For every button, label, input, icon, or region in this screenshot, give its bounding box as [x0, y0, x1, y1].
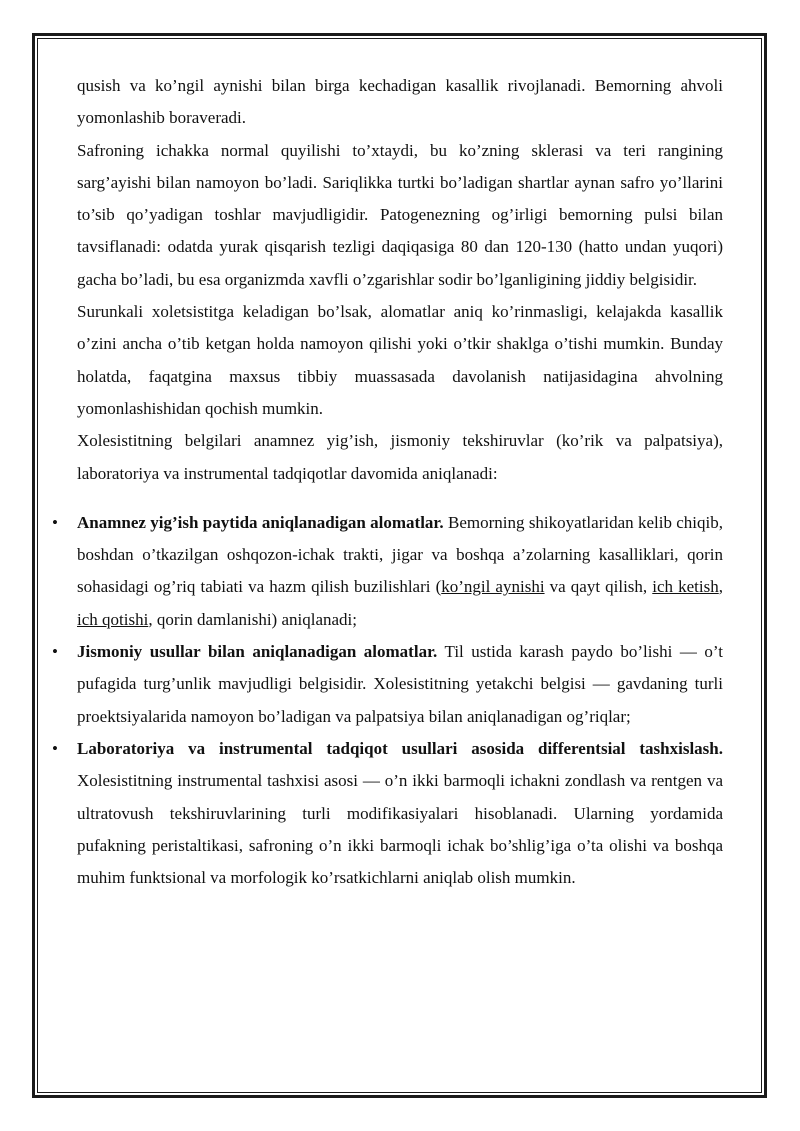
list-item-text: , — [718, 577, 723, 597]
paragraph-1: qusish va ko’ngil aynishi bilan birga kechadigan kasallik rivojlanadi. Bemorning ahvoli yomonlashib boraveradi. — [77, 76, 723, 128]
symptom-list — [52, 507, 724, 895]
list-item-text: Til ustida karash paydo bo’lishi — o’t pufagida turg’unlik mavjudligi belgisidir. Xolesistitning yetakchi belgisi — gavdaning turli proektsiyalarida namoyon bo’ladigan va palpatsiya bilan aniqlanadigan og’riqlar; — [77, 642, 723, 726]
link-diarrhea[interactable]: ich ketish — [652, 577, 719, 597]
link-nausea[interactable]: ko’ngil aynishi — [441, 577, 545, 597]
list-item-heading: Jismoniy usullar bilan aniqlanadigan alomatlar. — [77, 642, 438, 662]
paragraph-3: Surunkali xoletsistitga keladigan bo’lsak, alomatlar aniq ko’rinmasligi, kelajakda kasallik o’zini ancha o’tib ketgan holda namoyon qilishi yoki o’tkir shaklga o’tishi mumkin. Bunday holatda, faqatgina maxsus tibbiy muassasada davolanish natijasidagina ahvolning yomonlashishidan qochish mumkin. — [77, 302, 723, 418]
list-item-text: Xolesistitning instrumental tashxisi asosi — o’n ikki barmoqli ichakni zondlash va rentgen va ultratovush tekshiruvlarining turli modifikasiyalari hisoblanadi. Ularning yordamida pufakning peristaltikasi, safroning o’n ikki barmoqli ichak bo’shlig’iga o’ta olishi va boshqa muhim funktsional va morfologik ko’rsatkichlarni aniqlab olish mumkin. — [77, 771, 723, 888]
paragraph-4: Xolesistitning belgilari anamnez yig’ish, jismoniy tekshiruvlar (ko’rik va palpatsiya), laboratoriya va instrumental tadqiqotlar davomida aniqlanadi: — [77, 431, 723, 483]
list-item — [52, 733, 723, 894]
list-item-text: Bemorning shikoyatlaridan kelib chiqib, boshdan o’tkazilgan oshqozon-ichak trakti, jigar va boshqa a’zolarning kasalliklari, qorin sohasidagi og’riq tabiati va hazm qilish buzilishlari ( — [77, 512, 724, 597]
list-item-heading: Laboratoriya va instrumental tadqiqot usullari asosida differentsial tashxislash. — [77, 738, 723, 758]
bullet-marker: • — [52, 642, 58, 662]
document-body — [52, 70, 724, 894]
list-item-text: , qorin damlanishi) aniqlanadi; — [148, 609, 357, 629]
list-item — [52, 636, 723, 733]
list-item-heading: Anamnez yig’ish paytida aniqlanadigan alomatlar. — [77, 512, 444, 532]
link-constipation[interactable]: ich qotishi — [77, 609, 149, 629]
paragraph-2: Safroning ichakka normal quyilishi to’xtaydi, bu ko’zning sklerasi va teri rangining sarg’ayishi bilan namoyon bo’ladi. Sariqlikka turtki bo’ladigan shartlar aynan safro yo’llarini to’sib qo’yadigan toshlar mavjudligidir. Patogenezning og’irligi bemorning pulsi bilan tavsiflanadi: odatda yurak qisqarish tezligi daqiqasiga 80 dan 120-130 (hatto undan yuqori) gacha bo’ladi, bu esa organizmda xavfli o’zgarishlar sodir bo’lganligining jiddiy belgisidir. — [77, 140, 723, 289]
bullet-marker: • — [52, 738, 58, 758]
list-item — [52, 507, 724, 636]
bullet-marker: • — [52, 512, 58, 532]
list-item-text: va qayt qilish, — [544, 577, 653, 597]
